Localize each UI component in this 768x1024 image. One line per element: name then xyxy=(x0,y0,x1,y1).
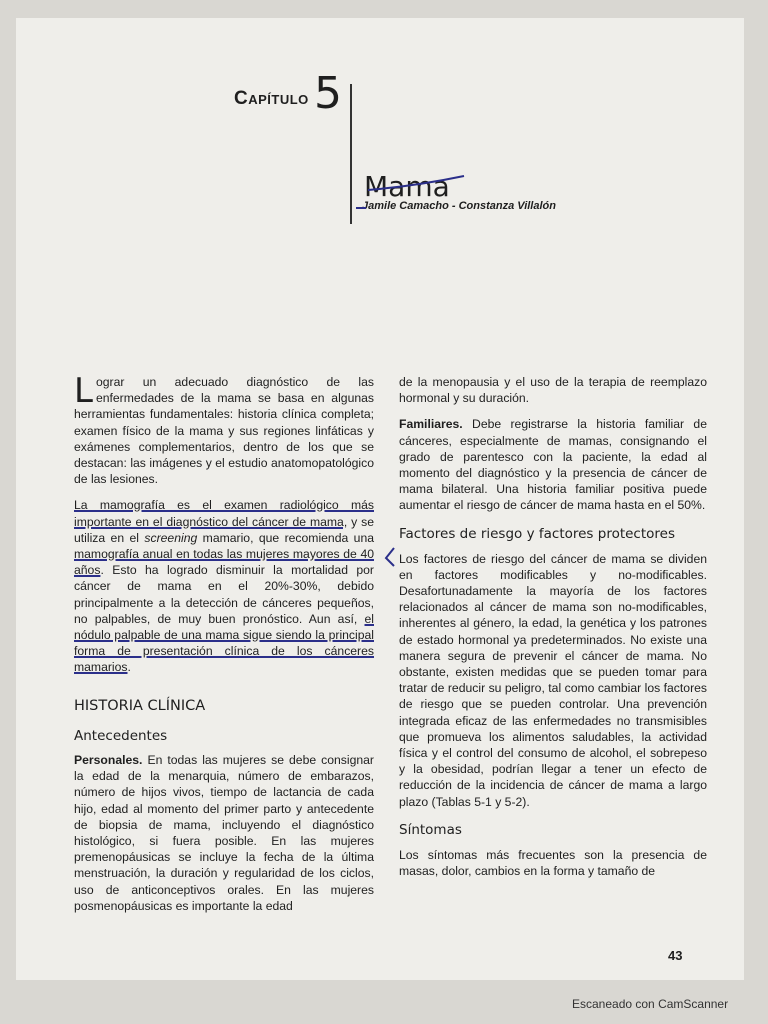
paragraph-label: Personales. xyxy=(74,753,143,768)
text-run: y se utiliza en el xyxy=(74,514,374,545)
right-column xyxy=(399,374,707,889)
authors: Jamile Camacho - Constanza Villalón xyxy=(362,200,556,212)
margin-check-mark xyxy=(386,548,394,566)
text-run: mamario, que recomienda una xyxy=(197,530,375,545)
familiares-paragraph xyxy=(399,416,707,513)
intro-paragraph xyxy=(74,371,374,487)
underlined-text: mamografía anual en todas las mujeres mayores de 40 años xyxy=(74,547,374,578)
italic-term: screening xyxy=(144,530,198,545)
chapter-label: Capítulo xyxy=(234,88,309,109)
intro-text: ograr un adecuado diagnóstico de las enfermedades de la mama se basa en algunas herramientas fundamentales: historia clínica completa; examen físico de la mama y sus regiones linfáticas y exámenes complementarios, dentro de los que se destacan: las imágenes y el estudio anatomopatológico de las lesiones. xyxy=(74,375,374,487)
text-run: En todas las mujeres se debe consignar la edad de la menarquia, número de embarazos, número de hijos vivos, tiempo de lactancia de cada hijo, edad al momento del primer parto y antecedente de biopsia de mama, incluyendo el diagnóstico histológico, si fuera posible. En las mujeres premenopáusicas se incluye la fecha de la última menstruación, la duración y regularidad de los ciclos, uso de anticonceptivos orales. En las mujeres posmenopáusicas es importante la edad xyxy=(74,753,374,913)
personales-paragraph xyxy=(74,752,374,914)
scanner-watermark: Escaneado con CamScanner xyxy=(572,997,729,1011)
subsection-heading: Antecedentes xyxy=(74,727,168,744)
subsection-heading-sintomas: Síntomas xyxy=(399,821,462,838)
menopausia-paragraph: de la menopausia y el uso de la terapia de reemplazo hormonal y su duración. xyxy=(399,375,707,406)
document-page xyxy=(16,18,744,980)
underlined-text: el nódulo palpable de una mama sigue siendo la principal forma de presentación clínica de los cánceres mamarios xyxy=(74,611,374,675)
page-number: 43 xyxy=(668,948,683,963)
section-heading: HISTORIA CLÍNICA xyxy=(74,697,206,714)
subsection-heading-factores: Factores de riesgo y factores protectores xyxy=(399,525,675,542)
drop-cap: L xyxy=(74,371,93,411)
left-column xyxy=(74,371,375,924)
text-run: . xyxy=(127,660,131,675)
underlined-text: La mamografía es el examen radiológico más importante en el diagnóstico del cáncer de mama, xyxy=(74,498,374,529)
text-run: Debe registrarse la historia familiar de cánceres, especialmente de mamas, consignando el grado de parentesco con la paciente, la edad al momento del diagnóstico y la presencia de cáncer de mama bilateral. Una historia familiar positiva puede aumentar el riesgo de cáncer de mama hasta en el 50%. xyxy=(399,417,707,513)
text-run: . Esto ha logrado disminuir la mortalidad por cáncer de mama en el 20%-30%, debido principalmente a la detección de cánceres pequeños, no palpables, de muy buen pronóstico. Aun así, xyxy=(74,563,374,626)
mamografia-paragraph xyxy=(74,497,374,675)
factores-paragraph: Los factores de riesgo del cáncer de mama se dividen en factores modificables y no-modificables. Desafortunadamente la mayoría de los factores relacionados al cáncer de mama son no-modificables, inherentes al género, la edad, la genética y los patrones de estado hormonal ya predeterminados. No existe una manera segura de prevenir el cáncer de mama. No obstante, existen medidas que se pueden tomar para tratar de reducir su peligro, tal como cambiar los factores de riesgo que se pueden controlar. Una prevención integrada eficaz de las enfermedades no transmisibles que promueva los alimentos saludables, la actividad física y el control del consumo de alcohol, el sobrepeso y la obesidad, podrían llegar a tener un efecto de reducción de la incidencia de cáncer de mama a largo plazo (Tablas 5-1 y 5-2). xyxy=(399,551,707,809)
sintomas-paragraph: Los síntomas más frecuentes son la presencia de masas, dolor, cambios en la forma y tamaño de xyxy=(399,847,707,879)
chapter-number: 5 xyxy=(314,68,342,119)
paragraph-label: Familiares. xyxy=(399,417,463,432)
page-title: Mama xyxy=(364,170,450,203)
chapter-divider xyxy=(350,84,352,224)
